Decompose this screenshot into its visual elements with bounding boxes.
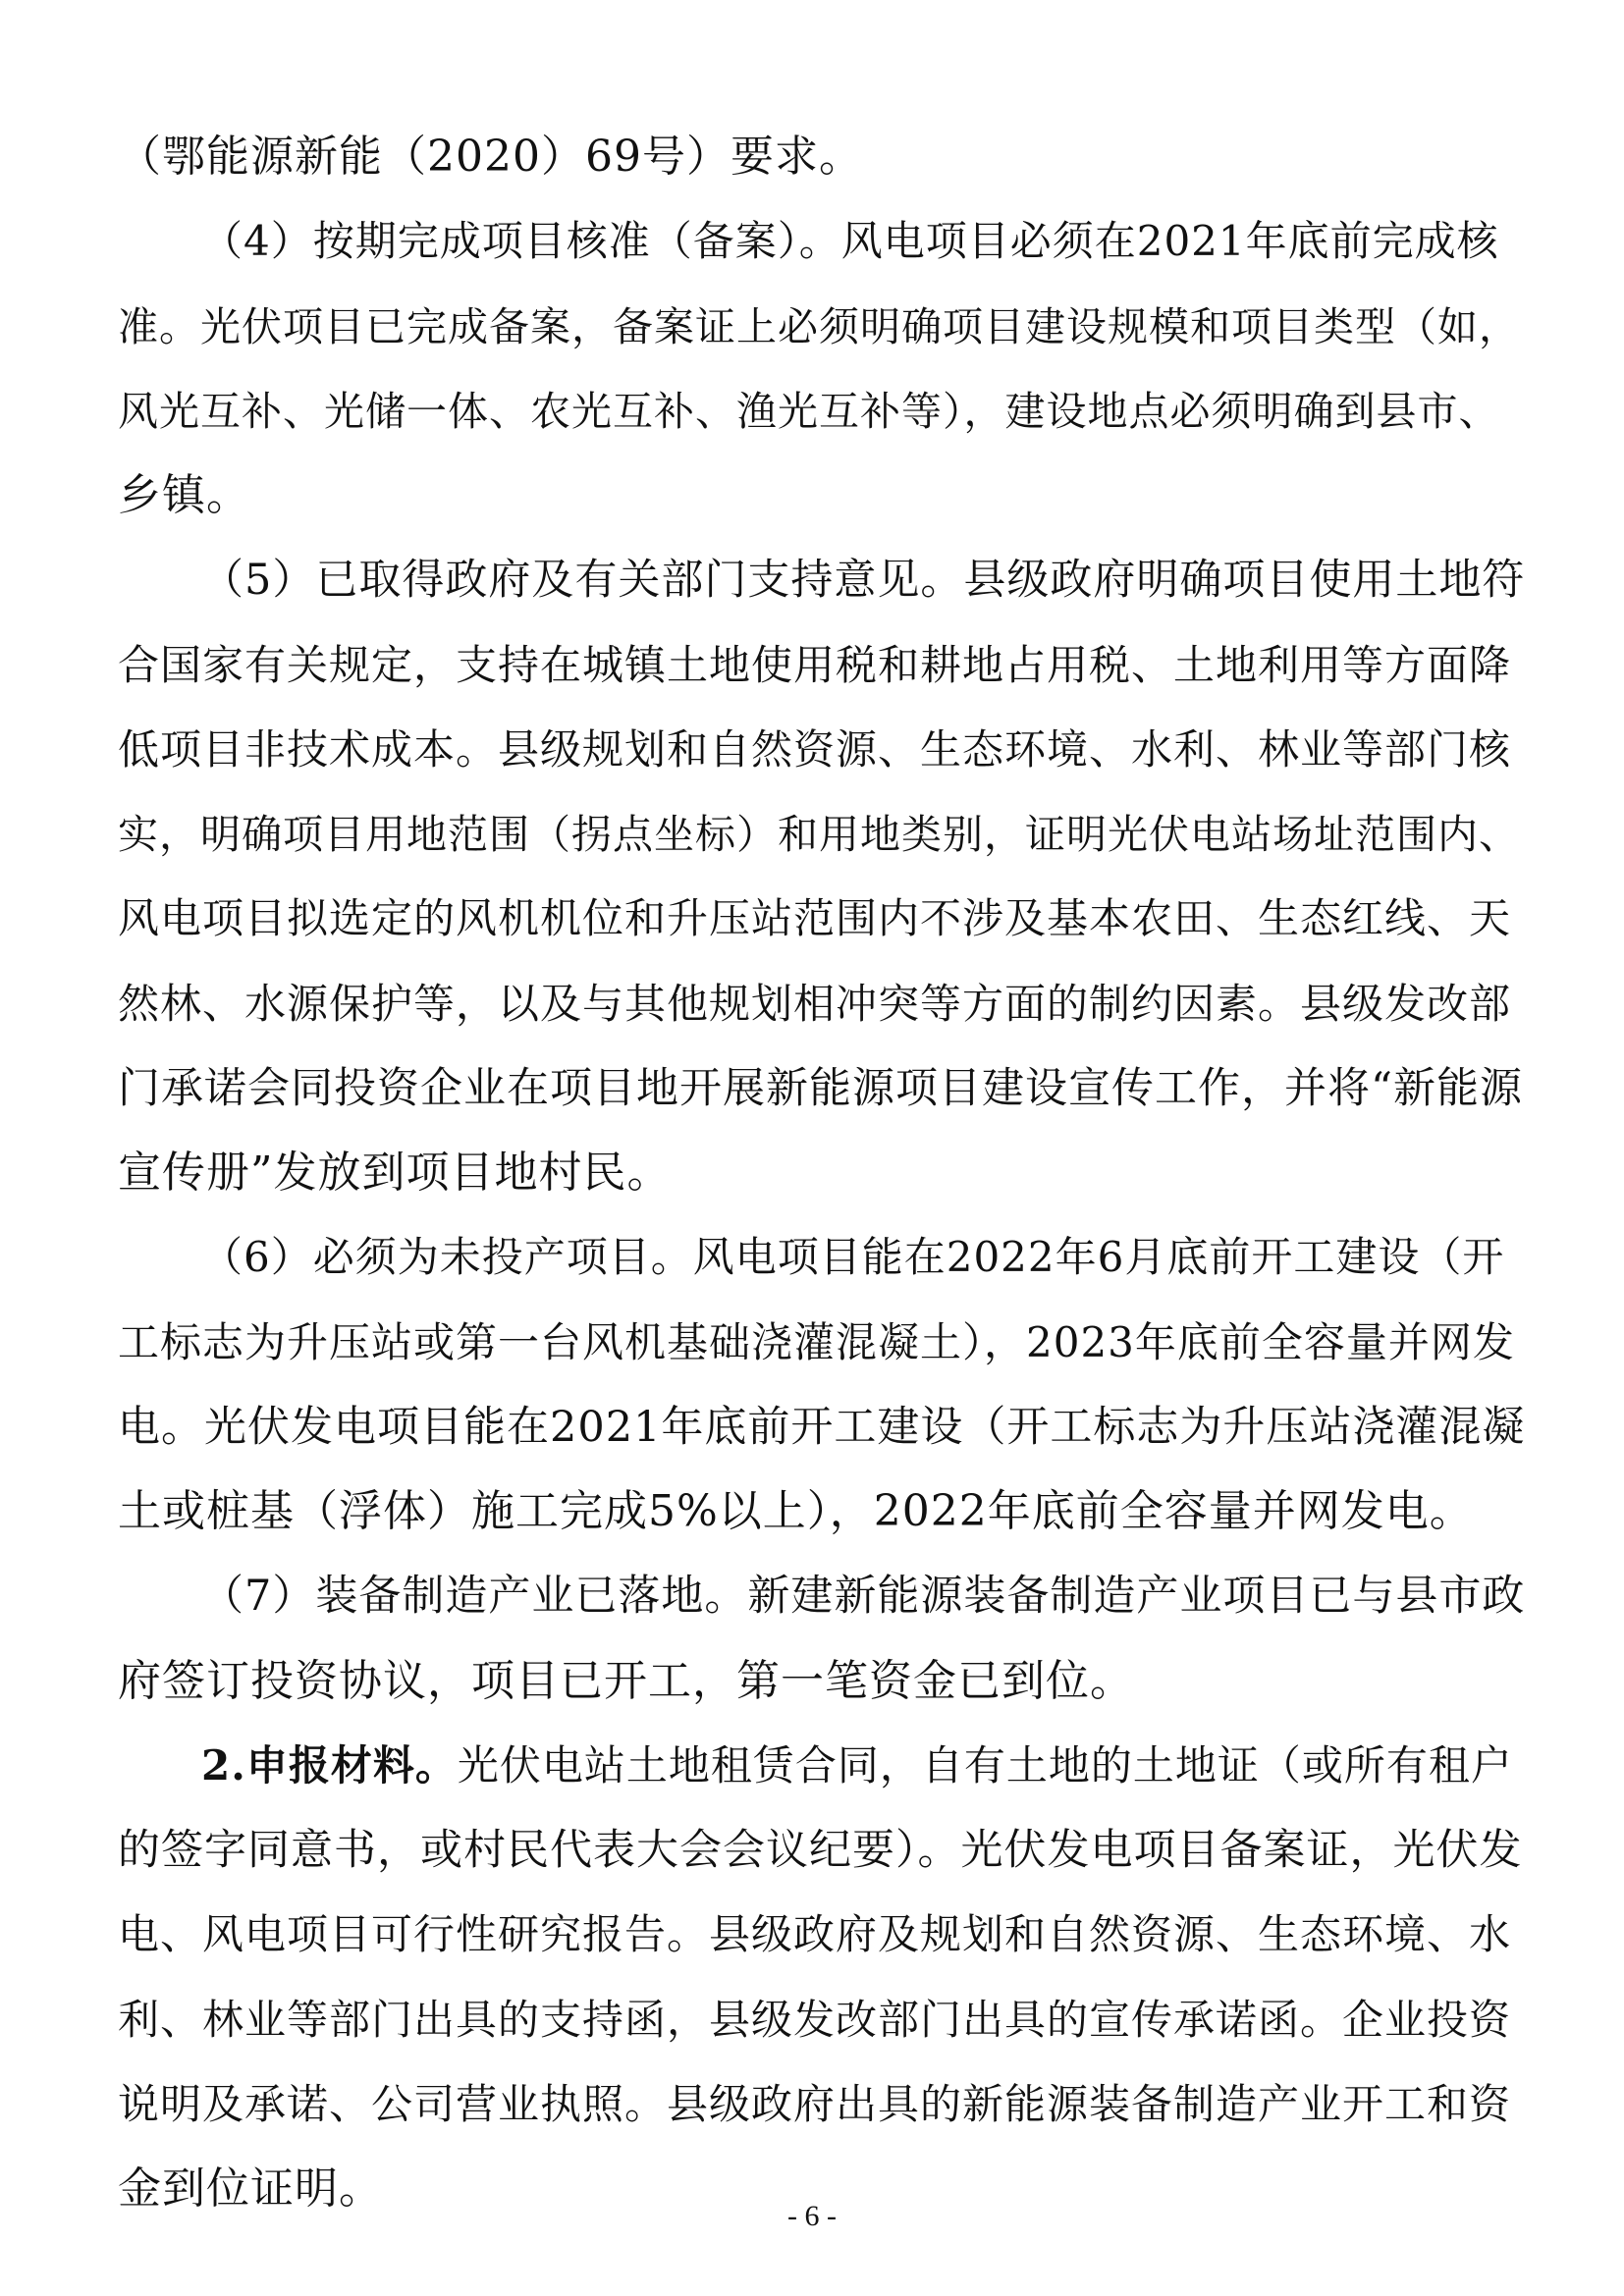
text-line: 电、风电项目可行性研究报告。县级政府及规划和自然资源、生态环境、水 [118, 1910, 1512, 1958]
section-2-label: 2.申报材料。 [201, 1741, 458, 1789]
text-line: 府签订投资协议，项目已开工，第一笔资金已到位。 [118, 1656, 1134, 1706]
text-line: 合国家有关规定，支持在城镇土地使用税和耕地占用税、土地利用等方面降 [118, 641, 1512, 689]
text-line: 低项目非技术成本。县级规划和自然资源、生态环境、水利、林业等部门核 [118, 725, 1512, 774]
text-line: 风电项目拟选定的风机机位和升压站范围内不涉及基本农田、生态红线、天 [118, 894, 1512, 942]
text-line: 风光互补、光储一体、农光互补、渔光互补等），建设地点必须明确到县市、 [118, 388, 1500, 435]
page-number: - 6 - [787, 2200, 837, 2232]
text-line: 乡镇。 [118, 470, 250, 520]
text-line: 光伏电站土地租赁合同，自有土地的土地证（或所有租户 [457, 1741, 1513, 1789]
text-line: （鄂能源新能（2020）69号）要求。 [118, 132, 863, 182]
text-line: 工标志为升压站或第一台风机基础浇灌混凝土），2023年底前全容量并网发 [118, 1318, 1515, 1366]
text-line: 金到位证明。 [118, 2163, 383, 2214]
text-line: 宣传册”发放到项目地村民。 [118, 1148, 672, 1198]
text-line: 实，明确项目用地范围（拐点坐标）和用地类别，证明光伏电站场址范围内、 [118, 811, 1520, 858]
text-line: 电。光伏发电项目能在2021年底前开工建设（开工标志为升压站浇灌混凝 [118, 1403, 1526, 1452]
text-line: 门承诺会同投资企业在项目地开展新能源项目建设宣传工作，并将“新能源 [118, 1064, 1523, 1113]
text-line: （6）必须为未投产项目。风电项目能在2022年6月底前开工建设（开 [201, 1233, 1505, 1281]
text-line: 土或桩基（浮体）施工完成5%以上），2022年底前全容量并网发电。 [118, 1486, 1474, 1536]
text-line: 准。光伏项目已完成备案，备案证上必须明确项目建设规模和项目类型（如， [118, 303, 1520, 350]
text-line: 的签字同意书，或村民代表大会会议纪要）。光伏发电项目备案证，光伏发 [118, 1826, 1523, 1875]
text-line: （7）装备制造产业已落地。新建新能源装备制造产业项目已与县市政 [201, 1572, 1526, 1621]
text-line: 利、林业等部门出具的支持函，县级发改部门出具的宣传承诺函。企业投资 [118, 1996, 1512, 2044]
text-line: （4）按期完成项目核准（备案）。风电项目必须在2021年底前完成核 [201, 217, 1499, 265]
text-line: 说明及承诺、公司营业执照。县级政府出具的新能源装备制造产业开工和资 [118, 2080, 1512, 2128]
text-line: 然林、水源保护等，以及与其他规划相冲突等方面的制约因素。县级发改部 [118, 980, 1512, 1028]
section-2-first-line [201, 1736, 1513, 1795]
text-line: （5）已取得政府及有关部门支持意见。县级政府明确项目使用土地符 [201, 556, 1526, 605]
